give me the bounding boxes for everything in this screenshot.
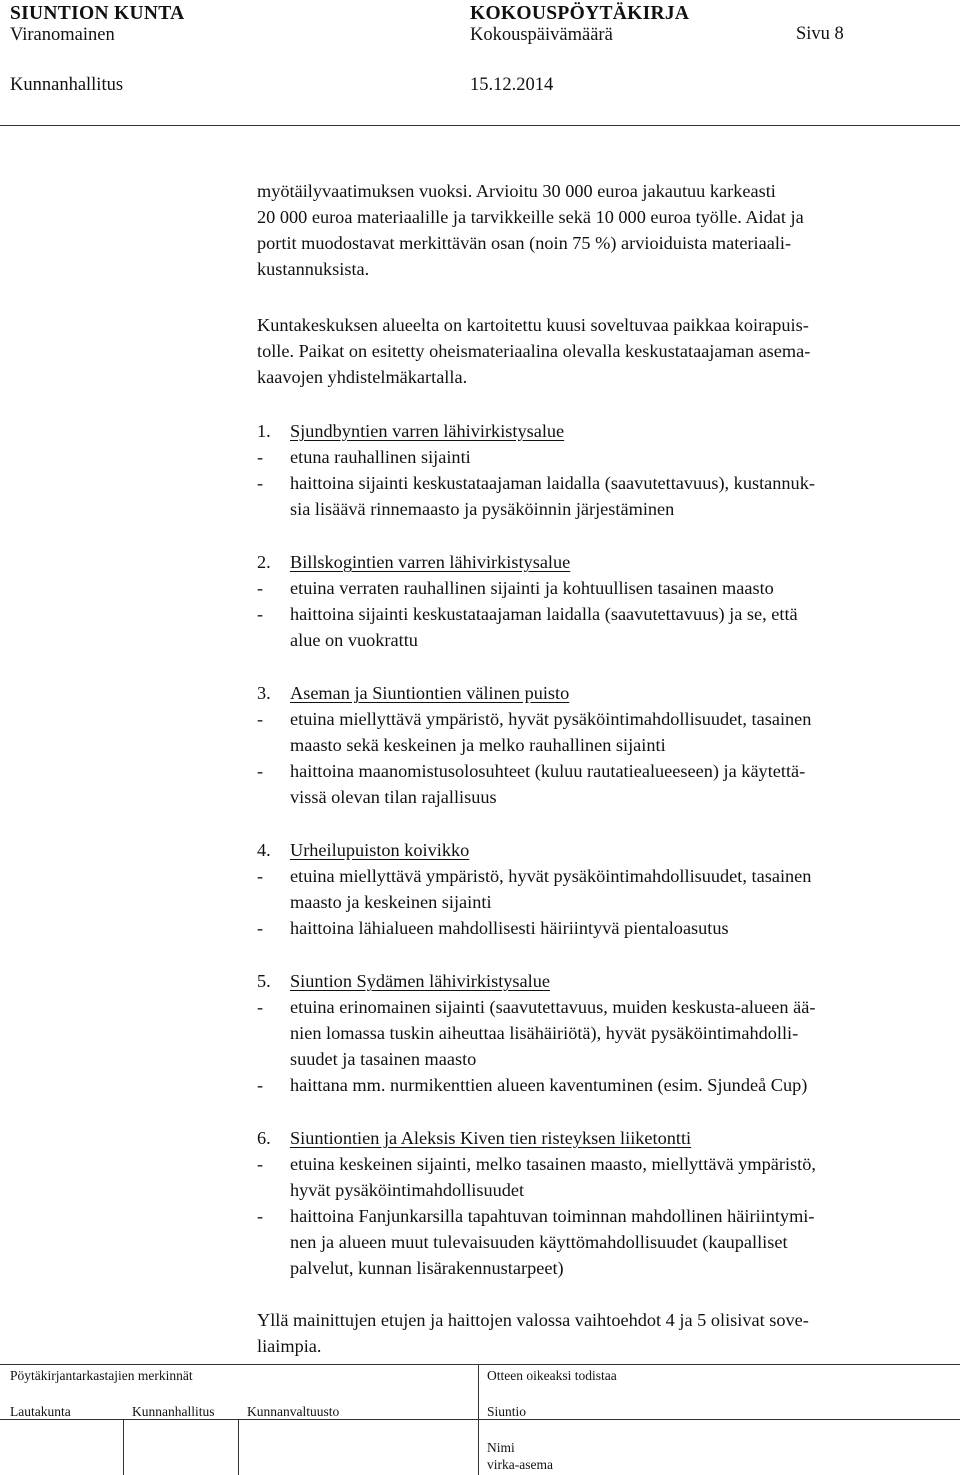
site-point-line: haittana mm. nurmikenttien alueen kaventuminen (esim. Sjundeå Cup) [290, 1075, 808, 1095]
site-point-line: etuina keskeinen sijainti, melko tasainen maasto, miellyttävä ympäristö, [290, 1154, 816, 1174]
site-point-line: nen ja alueen muut tulevaisuuden käyttömahdollisuudet (kaupalliset [290, 1232, 788, 1252]
board-label: Lautakunta [10, 1404, 71, 1419]
place-label: Siuntio [487, 1404, 527, 1419]
intro-line: portit muodostavat merkittävän osan (noin 75 %) arvioiduista materiaali- [257, 233, 792, 253]
site-point-line: etuina erinomainen sijainti (saavutettavuus, muiden keskusta-alueen ää- [290, 997, 816, 1017]
bullet-dash: - [257, 866, 264, 886]
name-label: Nimi [487, 1440, 515, 1455]
bullet-dash: - [257, 473, 264, 493]
site-title: Sjundbyntien varren lähivirkistysalue [290, 421, 565, 441]
site-point-line: haittoina sijainti keskustataajaman laidalla (saavutettavuus), kustannuk- [290, 473, 815, 493]
bullet-dash: - [257, 604, 264, 624]
site-point-line: haittoina sijainti keskustataajaman laidalla (saavutettavuus) ja se, että [290, 604, 798, 624]
site-title: Siuntion Sydämen lähivirkistysalue [290, 971, 550, 991]
footer-col-line [238, 1419, 239, 1475]
site-number: 4. [257, 840, 271, 860]
date-label: Kokouspäivämäärä [470, 25, 613, 45]
site-point-line: etuina miellyttävä ympäristö, hyvät pysäköintimahdollisuudet, tasainen [290, 866, 812, 886]
site-point-line: etuina miellyttävä ympäristö, hyvät pysäköintimahdollisuudet, tasainen [290, 709, 812, 729]
conclusion-line: Yllä mainittujen etujen ja haittojen valossa vaihtoehdot 4 ja 5 olisivat sove- [257, 1310, 809, 1330]
council-label: Kunnanvaltuusto [247, 1404, 340, 1419]
site-point-line: maasto ja keskeinen sijainti [290, 892, 492, 912]
site-point-line: etuina verraten rauhallinen sijainti ja kohtuullisen tasainen maasto [290, 578, 774, 598]
site-number: 1. [257, 421, 271, 441]
site-number: 2. [257, 552, 271, 572]
footer-col-line [123, 1419, 124, 1475]
site-point-line: vissä olevan tilan rajallisuus [290, 787, 497, 807]
site-point-line: hyvät pysäköintimahdollisuudet [290, 1180, 525, 1200]
site-point-line: haittoina Fanjunkarsilla tapahtuvan toiminnan mahdollinen häiriintymi- [290, 1206, 815, 1226]
municipality-name: SIUNTION KUNTA [10, 3, 185, 24]
bullet-dash: - [257, 918, 264, 938]
site-point-line: sia lisäävä rinnemaasto ja pysäköinnin järjestäminen [290, 499, 675, 519]
government-label: Kunnanhallitus [132, 1404, 215, 1419]
meeting-date: 15.12.2014 [470, 75, 554, 95]
site-title: Billskogintien varren lähivirkistysalue [290, 552, 571, 572]
site-point-line: maasto sekä keskeinen ja melko rauhallinen sijainti [290, 735, 666, 755]
locations-line: tolle. Paikat on esitetty oheismateriaalina olevalla keskustataajaman asema- [257, 341, 811, 361]
bullet-dash: - [257, 761, 264, 781]
bullet-dash: - [257, 709, 264, 729]
site-point-line: suudet ja tasainen maasto [290, 1049, 477, 1069]
intro-line: myötäilyvaatimuksen vuoksi. Arvioitu 30 000 euroa jakautuu karkeasti [257, 181, 776, 201]
site-title: Siuntiontien ja Aleksis Kiven tien risteyksen liiketontti [290, 1128, 692, 1148]
site-number: 6. [257, 1128, 271, 1148]
header-divider [0, 125, 960, 126]
footer-divider [0, 1364, 960, 1365]
bullet-dash: - [257, 447, 264, 467]
bullet-dash: - [257, 1206, 264, 1226]
bullet-dash: - [257, 578, 264, 598]
site-point-line: alue on vuokrattu [290, 630, 418, 650]
locations-line: kaavojen yhdistelmäkartalla. [257, 367, 468, 387]
initials-label: Pöytäkirjantarkastajien merkinnät [10, 1368, 193, 1383]
conclusion-line: liaimpia. [257, 1336, 322, 1356]
site-number: 5. [257, 971, 271, 991]
locations-line: Kuntakeskuksen alueelta on kartoitettu kuusi soveltuvaa paikkaa koirapuis- [257, 315, 809, 335]
site-point-line: etuna rauhallinen sijainti [290, 447, 471, 467]
bullet-dash: - [257, 1075, 264, 1095]
document-type: KOKOUSPÖYTÄKIRJA [470, 3, 690, 24]
footer-col-line [478, 1364, 479, 1475]
site-title: Urheilupuiston koivikko [290, 840, 470, 860]
site-point-line: haittoina maanomistusolosuhteet (kuluu rautatiealueeseen) ja käytettä- [290, 761, 806, 781]
bullet-dash: - [257, 1154, 264, 1174]
certified-label: Otteen oikeaksi todistaa [487, 1368, 617, 1383]
site-point-line: nien lomassa tuskin aiheuttaa lisähäiriötä), hyvät pysäköintimahdolli- [290, 1023, 799, 1043]
intro-line: 20 000 euroa materiaalille ja tarvikkeille sekä 10 000 euroa työlle. Aidat ja [257, 207, 804, 227]
site-point-line: palvelut, kunnan lisärakennustarpeet) [290, 1258, 564, 1278]
bullet-dash: - [257, 997, 264, 1017]
intro-line: kustannuksista. [257, 259, 370, 279]
page-number: Sivu 8 [796, 24, 844, 44]
site-title: Aseman ja Siuntiontien välinen puisto [290, 683, 570, 703]
title-label: virka-asema [487, 1457, 553, 1472]
site-point-line: haittoina lähialueen mahdollisesti häiriintyvä pientaloasutus [290, 918, 729, 938]
footer-row-line [0, 1419, 960, 1420]
site-number: 3. [257, 683, 271, 703]
authority-label: Viranomainen [10, 25, 115, 45]
authority-name: Kunnanhallitus [10, 75, 124, 95]
